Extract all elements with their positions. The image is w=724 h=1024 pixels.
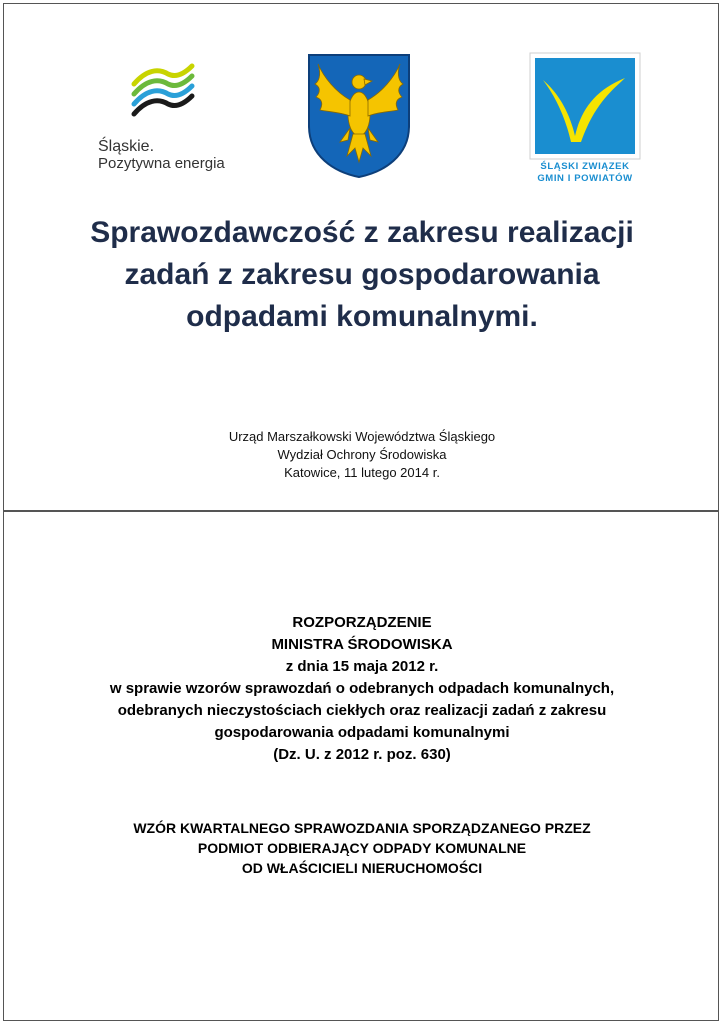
- szgp-emblem-icon: [529, 52, 641, 160]
- slaskie-logo-line1: Śląskie.: [98, 138, 155, 155]
- regulation-block: [24, 612, 700, 766]
- footer-line: Urząd Marszałkowski Województwa Śląskiego: [228, 429, 496, 444]
- template-line: WZÓR KWARTALNEGO SPRAWOZDANIA SPORZĄDZANEGO PRZEZ: [133, 820, 591, 836]
- wave-stripes-icon: [128, 62, 198, 132]
- szgp-caption-line2: GMIN I POWIATÓW: [537, 173, 633, 184]
- regulation-line: w sprawie wzorów sprawozdań o odebranych odpadach komunalnych,: [109, 680, 615, 697]
- title-line: Sprawozdawczość z zakresu realizacji: [90, 216, 634, 249]
- footer-line: Katowice, 11 lutego 2014 r.: [284, 465, 440, 480]
- regulation-line: MINISTRA ŚRODOWISKA: [271, 636, 453, 653]
- regulation-line: odebranych nieczystościach ciekłych oraz realizacji zadań z zakresu: [117, 702, 607, 719]
- slaskie-logo-line2: Pozytywna energia: [98, 155, 225, 172]
- szgp-caption: [529, 161, 641, 185]
- regulation-line: (Dz. U. z 2012 r. poz. 630): [273, 746, 451, 763]
- presentation-title: [44, 212, 680, 338]
- template-line: OD WŁAŚCICIELI NIERUCHOMOŚCI: [241, 860, 483, 876]
- slaskie-logo: [96, 62, 226, 172]
- presentation-footer: [44, 428, 680, 482]
- title-line: odpadami komunalnymi.: [186, 300, 538, 333]
- regulation-line: z dnia 15 maja 2012 r.: [285, 658, 439, 675]
- template-heading: [24, 818, 700, 878]
- footer-line: Wydział Ochrony Środowiska: [277, 447, 447, 462]
- szgp-logo: [529, 52, 641, 192]
- coat-of-arms: [306, 52, 412, 180]
- szgp-caption-line1: ŚLĄSKI ZWIĄZEK: [540, 161, 630, 172]
- eagle-coat-of-arms-icon: [306, 52, 412, 180]
- title-line: zadań z zakresu gospodarowania: [124, 258, 600, 291]
- regulation-line: ROZPORZĄDZENIE: [292, 614, 432, 631]
- regulation-line: gospodarowania odpadami komunalnymi: [214, 724, 510, 741]
- template-line: PODMIOT ODBIERAJĄCY ODPADY KOMUNALNE: [197, 840, 527, 856]
- slide-regulation: [3, 511, 719, 1021]
- slide-title: [3, 3, 719, 511]
